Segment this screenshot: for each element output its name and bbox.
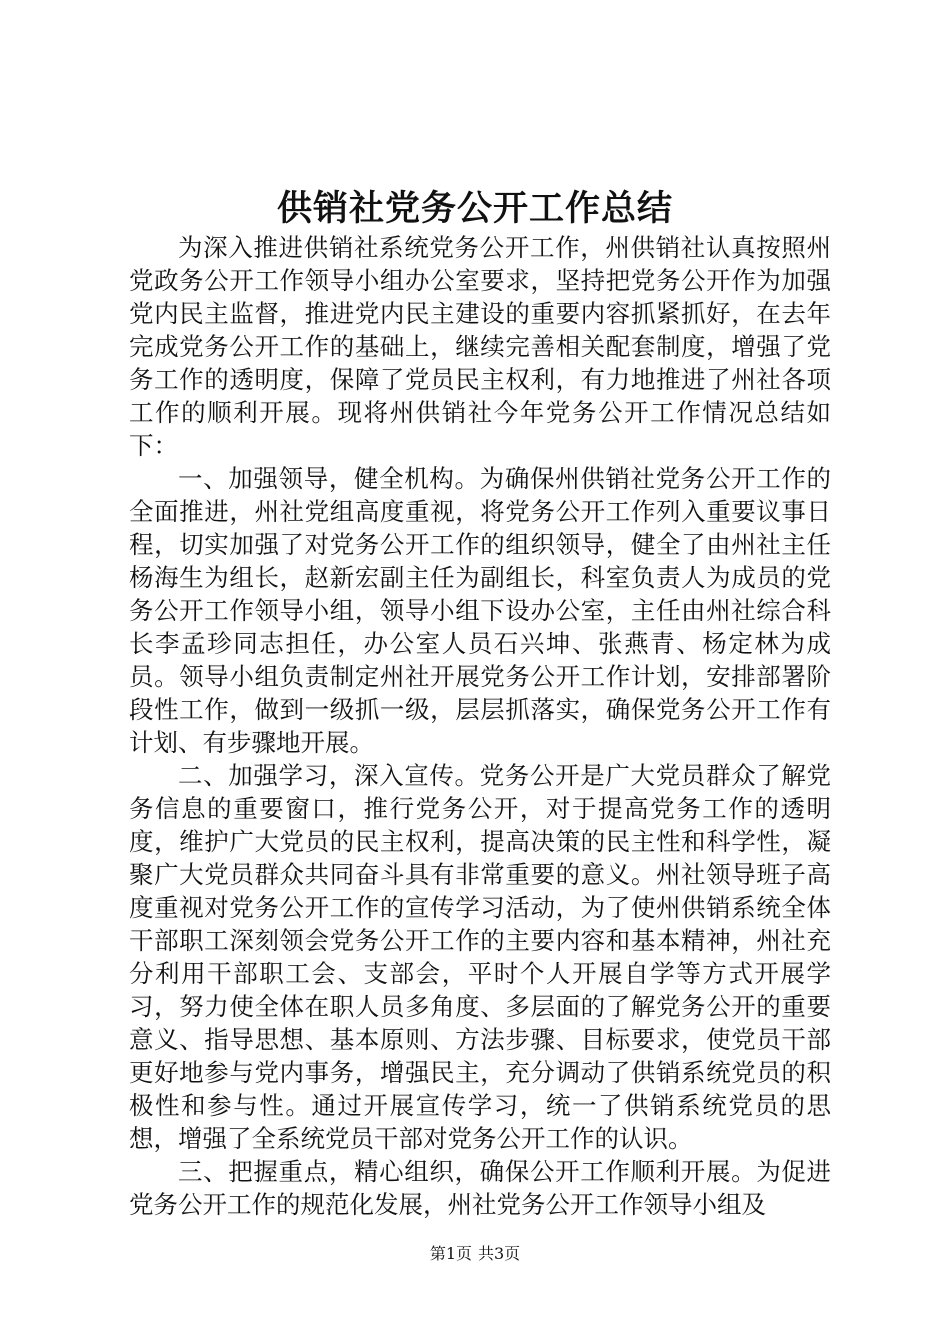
document-title: 供销社党务公开工作总结 <box>276 189 673 229</box>
page-number-total: 共3页 <box>478 1244 521 1263</box>
page-footer <box>0 1243 950 1265</box>
paragraph-section-1: 一、加强领导，健全机构。为确保州供销社党务公开工作的全面推进，州社党组高度重视，将党务公开工作列入重要议事日程，切实加强了对党务公开工作的组织领导，健全了由州社主任杨海生为组长，赵新宏副主任为副组长，科室负责人为成员的党务公开工作领导小组，领导小组下设办公室，主任由州社综合科长李孟珍同志担任，办公室人员石兴坤、张燕青、杨定林为成员。领导小组负责制定州社开展党务公开工作计划，安排部署阶段性工作，做到一级抓一级，层层抓落实，确保党务公开工作有计划、有步骤地开展。 <box>129 464 831 757</box>
document-body <box>129 231 831 1221</box>
page-number-current: 第1页 <box>429 1244 472 1263</box>
paragraph-section-3: 三、把握重点，精心组织，确保公开工作顺利开展。为促进党务公开工作的规范化发展，州社党务公开工作领导小组及 <box>129 1157 831 1219</box>
paragraph-section-2: 二、加强学习，深入宣传。党务公开是广大党员群众了解党务信息的重要窗口，推行党务公开，对于提高党务工作的透明度，维护广大党员的民主权利，提高决策的民主性和科学性，凝聚广大党员群众共同奋斗具有非常重要的意义。州社领导班子高度重视对党务公开工作的宣传学习活动，为了使州供销系统全体干部职工深刻领会党务公开工作的主要内容和基本精神，州社充分利用干部职工会、支部会，平时个人开展自学等方式开展学习，努力使全体在职人员多角度、多层面的了解党务公开的重要意义、指导思想、基本原则、方法步骤、目标要求，使党员干部更好地参与党内事务，增强民主，充分调动了供销系统党员的积极性和参与性。通过开展宣传学习，统一了供销系统党员的思想，增强了全系统党员干部对党务公开工作的认识。 <box>129 761 831 1153</box>
paragraph-intro: 为深入推进供销社系统党务公开工作，州供销社认真按照州党政务公开工作领导小组办公室要求，坚持把党务公开作为加强党内民主监督，推进党内民主建设的重要内容抓紧抓好，在去年完成党务公开工作的基础上，继续完善相关配套制度，增强了党务工作的透明度，保障了党员民主权利，有力地推进了州社各项工作的顺利开展。现将州供销社今年党务公开工作情况总结如下： <box>129 233 831 460</box>
